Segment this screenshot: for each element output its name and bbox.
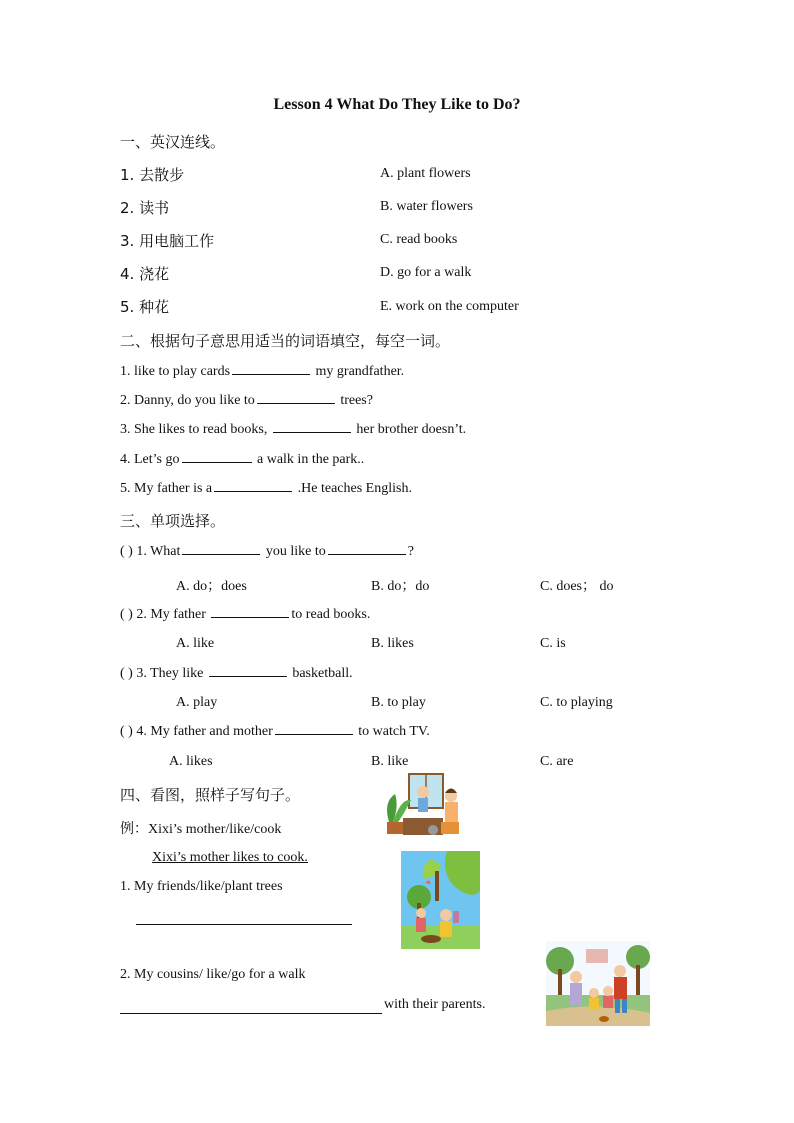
question-text: ? — [407, 544, 415, 559]
option-b[interactable]: B. likes — [371, 636, 414, 651]
option-a[interactable]: A. like — [176, 636, 215, 651]
choice-question — [120, 544, 414, 560]
question-text: you like to — [262, 544, 326, 559]
item-text: 读书 — [139, 199, 170, 217]
match-left-item[interactable] — [120, 230, 214, 251]
answer-blank[interactable] — [232, 373, 310, 375]
item-number: 1. — [120, 166, 135, 184]
fill-sentence — [120, 422, 466, 438]
family-walk-picture — [546, 941, 650, 1026]
sentence-start: 4. Let’s go — [120, 452, 180, 467]
question-text: 4. My father and mother — [136, 724, 273, 739]
item-number: 5. — [120, 298, 135, 316]
match-right-item[interactable]: B. water flowers — [380, 199, 473, 214]
match-right-item[interactable]: D. go for a walk — [380, 265, 472, 280]
option-a[interactable]: A. do；does — [176, 579, 247, 594]
planting-trees-picture — [401, 851, 480, 949]
question-text: 2. My father — [136, 607, 210, 622]
match-left-item[interactable] — [120, 197, 169, 218]
sentence-end: my grandfather. — [312, 364, 405, 379]
sentence-start: 3. She likes to read books, — [120, 422, 271, 437]
section-heading-fill-blank: 二、根据句子意思用适当的词语填空，每空一词。 — [120, 332, 451, 350]
question-blank — [328, 553, 406, 555]
picture-question-2: 2. My cousins/ like/go for a walk — [120, 967, 306, 982]
fill-sentence — [120, 364, 404, 380]
answer-parenthesis[interactable]: ( ) — [120, 544, 133, 559]
item-text: 种花 — [139, 298, 170, 316]
option-c[interactable]: C. to playing — [540, 695, 613, 710]
choice-question — [120, 666, 353, 682]
question-text: 3. They like — [136, 666, 207, 681]
item-number: 4. — [120, 265, 135, 283]
page-title: Lesson 4 What Do They Like to Do? — [273, 96, 521, 113]
option-c[interactable]: C. is — [540, 636, 566, 651]
item-text: 浇花 — [139, 265, 170, 283]
sentence-start: 1. like to play cards — [120, 364, 231, 379]
option-a[interactable]: A. play — [176, 695, 218, 710]
sentence-end: .He teaches English. — [294, 481, 412, 496]
answer-parenthesis[interactable]: ( ) — [120, 666, 133, 681]
question-blank — [209, 675, 287, 677]
answer-parenthesis[interactable]: ( ) — [120, 724, 133, 739]
option-c[interactable]: C. are — [540, 754, 574, 769]
option-b[interactable]: B. do；do — [371, 579, 430, 594]
answer-blank[interactable] — [182, 461, 252, 463]
picture-question-1: 1. My friends/like/plant trees — [120, 879, 283, 894]
sentence-start: 5. My father is a — [120, 481, 213, 496]
fill-sentence — [120, 481, 412, 497]
section-heading-multiple-choice: 三、单项选择。 — [120, 512, 226, 530]
question-text: to read books. — [291, 607, 371, 622]
option-a[interactable]: A. likes — [169, 754, 213, 769]
question-text: basketball. — [288, 666, 353, 681]
answer-line-1[interactable] — [136, 924, 352, 925]
question-blank — [211, 616, 289, 618]
answer-parenthesis[interactable]: ( ) — [120, 607, 133, 622]
cooking-picture — [381, 772, 470, 835]
sentence-end: a walk in the park.. — [253, 452, 365, 467]
item-number: 3. — [120, 232, 135, 250]
fill-sentence — [120, 393, 373, 409]
match-left-item[interactable] — [120, 263, 169, 284]
question-blank — [182, 553, 260, 555]
answer-blank[interactable] — [273, 431, 351, 433]
question-text: 1. What — [136, 544, 181, 559]
item-text: 用电脑工作 — [139, 232, 215, 250]
sentence-end: her brother doesn’t. — [352, 422, 467, 437]
question-text: to watch TV. — [354, 724, 430, 739]
section-heading-picture-writing: 四、看图，照样子写句子。 — [120, 786, 301, 804]
choice-question — [120, 607, 370, 623]
answer-blank[interactable] — [257, 402, 335, 404]
answer-line-2[interactable] — [120, 1013, 382, 1014]
match-right-item[interactable]: C. read books — [380, 232, 458, 247]
sentence-end: trees? — [336, 393, 373, 408]
question-blank — [275, 733, 353, 735]
match-right-item[interactable]: A. plant flowers — [380, 166, 471, 181]
option-c[interactable]: C. does； do — [540, 579, 614, 594]
example-prompt: 例：Xixi’s mother/like/cook — [120, 822, 282, 837]
match-right-item[interactable]: E. work on the computer — [380, 299, 519, 314]
answer-blank[interactable] — [214, 490, 292, 492]
section-heading-matching: 一、英汉连线。 — [120, 133, 226, 151]
choice-question — [120, 724, 430, 740]
answer-line-2-tail: with their parents. — [384, 997, 486, 1012]
sentence-start: 2. Danny, do you like to — [120, 393, 255, 408]
match-left-item[interactable] — [120, 164, 184, 185]
item-number: 2. — [120, 199, 135, 217]
example-answer: Xixi’s mother likes to cook. — [152, 850, 308, 865]
fill-sentence — [120, 452, 364, 468]
option-b[interactable]: B. to play — [371, 695, 426, 710]
option-b[interactable]: B. like — [371, 754, 409, 769]
item-text: 去散步 — [139, 166, 185, 184]
match-left-item[interactable] — [120, 296, 169, 317]
